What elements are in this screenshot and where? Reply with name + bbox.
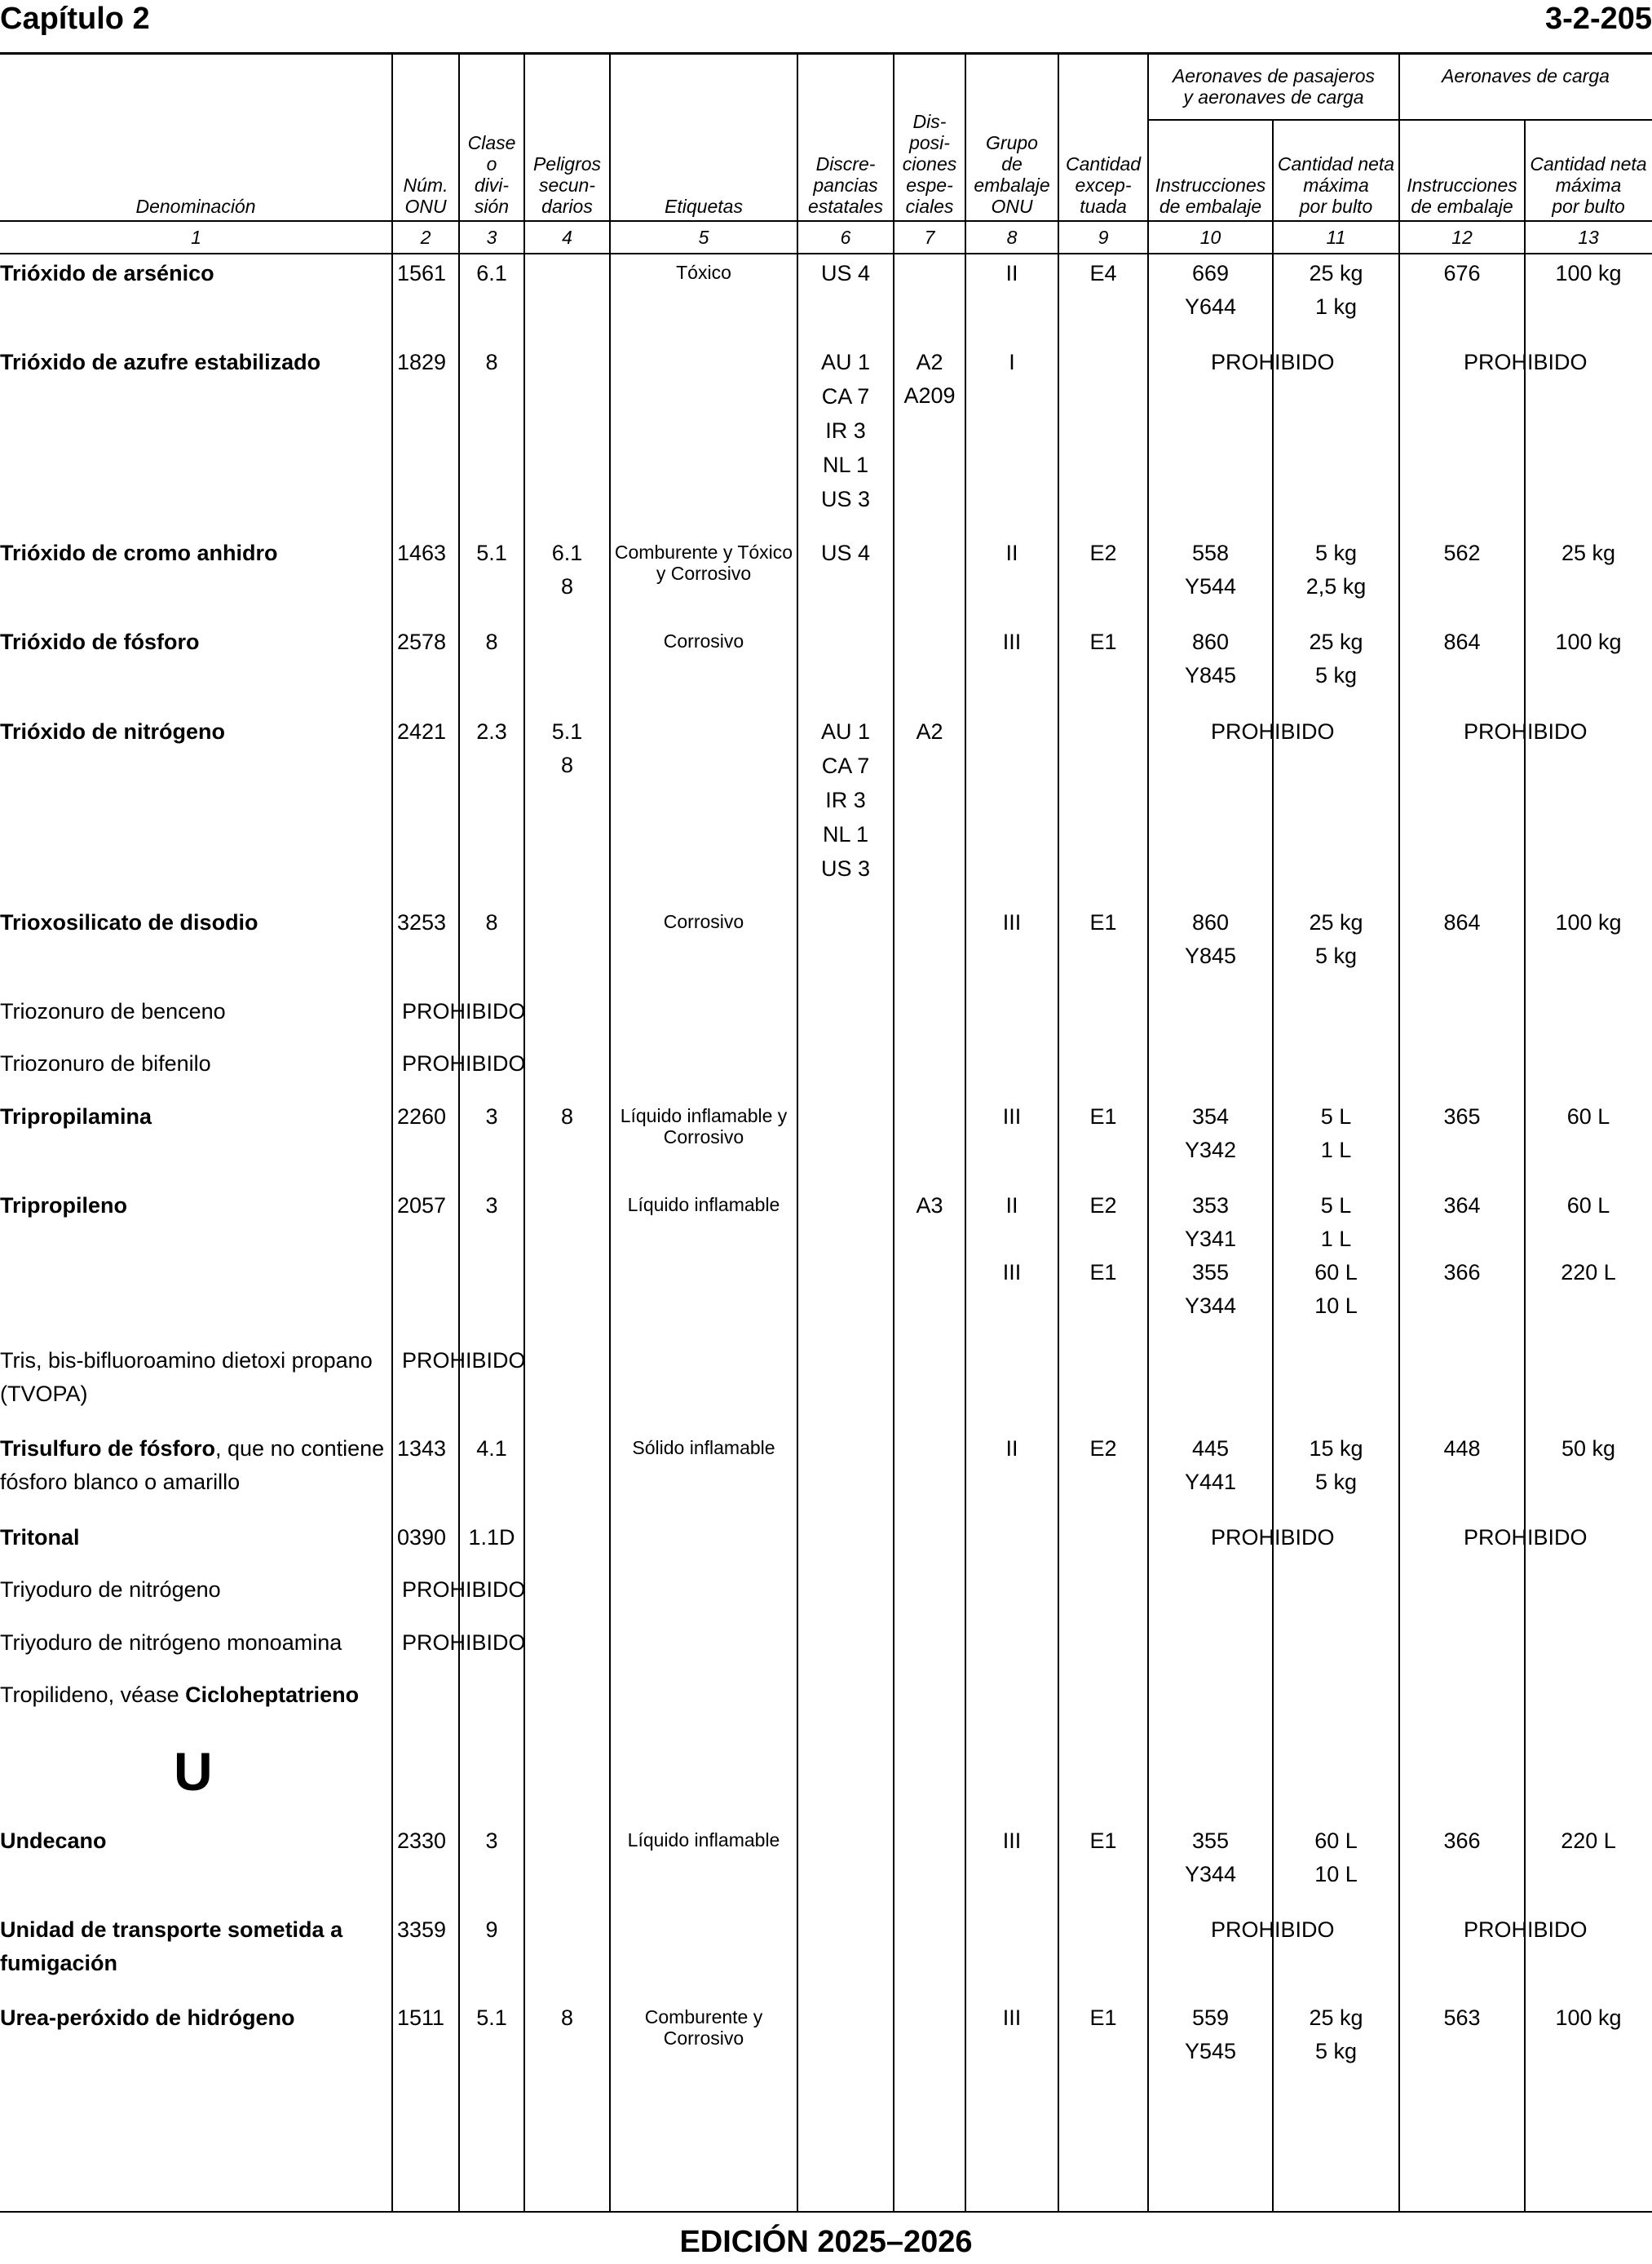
pax-max-quantity: 5 kg [1314,2039,1358,2063]
header-rule [0,220,1652,222]
pax-packing-instruction: Y441 [1184,1470,1237,1494]
row-denominacion: Triyoduro de nitrógeno [0,1577,221,1602]
row-denominacion: Undecano [0,1828,107,1853]
col-clase: Clase o divi- sión [467,132,516,217]
state-variation: US 4 [820,541,871,565]
column-number: 12 [1451,227,1473,248]
pax-max-quantity: 5 kg [1314,663,1358,688]
un-number: 0390 [397,1525,447,1550]
cargo-max-quantity: 50 kg [1561,1436,1616,1461]
col-instrucciones-pax: Instrucciones de embalaje [1155,175,1266,217]
packing-group: II [1005,261,1018,285]
cargo-max-quantity: 220 L [1561,1828,1616,1853]
pax-max-quantity: 5 kg [1314,944,1358,968]
column-number: 5 [698,227,709,248]
col-etiquetas: Etiquetas [665,196,743,217]
cargo-packing-instruction: 676 [1443,261,1481,285]
state-variation: NL 1 [822,822,869,847]
class-division: 5.1 [476,541,507,565]
state-variation: NL 1 [822,453,869,477]
pax-packing-instruction: 355 [1191,1828,1230,1853]
pax-packing-instruction: Y845 [1184,663,1237,688]
col-grupo: Grupo de embalaje ONU [974,132,1050,217]
column-number: 1 [191,227,201,248]
cargo-packing-instruction: 366 [1443,1260,1481,1285]
row-denominacion: Tris, bis-bifluoroamino dietoxi propano (TVOPA) [0,1348,373,1406]
cargo-packing-instruction: 448 [1443,1436,1481,1461]
un-number: 2057 [397,1193,447,1218]
class-division: 5.1 [476,2005,507,2030]
un-number: 1343 [397,1436,447,1461]
excepted-quantity: E1 [1089,2005,1117,2030]
row-denominacion: Triozonuro de benceno [0,999,226,1024]
cargo-max-quantity: 60 L [1566,1104,1610,1129]
state-variation: AU 1 [820,719,871,744]
cargo-max-quantity: 60 L [1566,1193,1610,1218]
col-denominacion: Denominación [135,196,256,217]
pax-max-quantity: 60 L [1314,1260,1358,1285]
label-text: Líquido inflamable y Corrosivo [620,1105,788,1147]
class-division: 3 [485,1193,498,1218]
col-disposiciones: Dis- posi- ciones espe- ciales [902,111,957,217]
cargo-packing-instruction: 864 [1443,630,1481,654]
subsidiary-hazard: 8 [560,1104,574,1129]
column-number: 11 [1326,227,1346,248]
pax-packing-instruction: 355 [1191,1260,1230,1285]
col-cantidad-exceptuada: Cantidad excep- tuada [1065,153,1142,217]
class-division: 3 [485,1828,498,1853]
pax-max-quantity: 25 kg [1309,630,1363,654]
pax-max-quantity: 1 L [1320,1138,1352,1162]
packing-group: III [1002,1828,1022,1853]
number-rule [0,253,1652,254]
row-denominacion: Tripropileno [0,1193,128,1218]
packing-group: III [1002,910,1022,935]
packing-group: III [1002,1104,1022,1129]
pax-max-quantity: 10 L [1314,1862,1358,1886]
row-denominacion: Triozonuro de bifenilo [0,1051,211,1076]
col-num-onu: Núm. ONU [403,175,448,217]
pax-packing-instruction: Y344 [1184,1862,1237,1886]
pax-packing-instruction: 445 [1191,1436,1230,1461]
cargo-max-quantity: 220 L [1561,1260,1616,1285]
column-divider [1524,121,1526,2211]
class-division: 1.1D [468,1525,515,1550]
class-division: 6.1 [476,261,507,285]
row-denominacion: Unidad de transporte sometida a fumigación [0,1917,343,1975]
class-division: 8 [485,350,498,374]
column-number: 3 [486,227,497,248]
pax-max-quantity: 15 kg [1309,1436,1363,1461]
pax-max-quantity: 25 kg [1309,261,1363,285]
subsidiary-hazard: 8 [560,574,574,599]
pax-packing-instruction: 860 [1191,910,1230,935]
excepted-quantity: E2 [1089,541,1117,565]
label-text: Líquido inflamable [627,1194,780,1215]
special-provision: A3 [916,1193,943,1218]
prohibido-pax: PROHIBIDO [1211,1525,1335,1550]
pax-packing-instruction: Y344 [1184,1293,1237,1318]
row-denominacion: Trióxido de fósforo [0,630,200,654]
prohibido-pax: PROHIBIDO [1211,350,1335,374]
cargo-packing-instruction: 563 [1443,2005,1481,2030]
packing-group: I [1009,350,1015,374]
un-number: 2421 [397,719,447,744]
pax-packing-instruction: Y845 [1184,944,1237,968]
cargo-packing-instruction: 364 [1443,1193,1481,1218]
prohibido-cargo: PROHIBIDO [1464,719,1588,744]
column-divider [391,55,393,2211]
packing-group: III [1002,2005,1022,2030]
prohibido-all: PROHIBIDO [402,1630,526,1655]
state-variation: CA 7 [821,384,870,409]
excepted-quantity: E2 [1089,1193,1117,1218]
class-division: 9 [485,1917,498,1942]
cargo-packing-instruction: 365 [1443,1104,1481,1129]
prohibido-pax: PROHIBIDO [1211,719,1335,744]
label-text: Corrosivo [663,630,744,652]
cargo-max-quantity: 25 kg [1561,541,1616,565]
un-number: 1561 [397,261,447,285]
special-provision: A2 [916,350,943,374]
un-number: 2578 [397,630,447,654]
pax-packing-instruction: Y545 [1184,2039,1237,2063]
state-variation: AU 1 [820,350,871,374]
row-denominacion: Trióxido de nitrógeno [0,719,225,744]
label-text: Sólido inflamable [632,1437,775,1458]
state-variation: CA 7 [821,754,870,778]
prohibido-all: PROHIBIDO [402,1348,526,1373]
top-rule [0,52,1652,55]
subsidiary-hazard: 5.1 [551,719,583,744]
un-number: 1829 [397,350,447,374]
state-variation: US 4 [820,261,871,285]
row-denominacion: Tropilideno, véase Cicloheptatrieno [0,1683,360,1707]
pax-packing-instruction: 353 [1191,1193,1230,1218]
cargo-packing-instruction: 366 [1443,1828,1481,1853]
row-denominacion: Trisulfuro de fósforo, que no contiene fósforo blanco o amarillo [0,1436,385,1494]
state-variation: US 3 [820,856,871,881]
pax-max-quantity: 1 kg [1314,294,1358,319]
column-number: 8 [1006,227,1018,248]
class-division: 8 [485,630,498,654]
excepted-quantity: E4 [1089,261,1117,285]
row-denominacion: Trióxido de azufre estabilizado [0,350,321,374]
cargo-packing-instruction: 864 [1443,910,1481,935]
subsidiary-hazard: 6.1 [551,541,583,565]
pax-max-quantity: 1 L [1320,1227,1352,1251]
pax-max-quantity: 25 kg [1309,2005,1363,2030]
prohibido-all: PROHIBIDO [402,1051,526,1076]
un-number: 1463 [397,541,447,565]
row-denominacion: Urea-peróxido de hidrógeno [0,2005,295,2030]
pax-max-quantity: 5 kg [1314,541,1358,565]
cargo-max-quantity: 100 kg [1555,2005,1622,2030]
state-variation: IR 3 [825,418,866,443]
packing-group: III [1002,630,1022,654]
pax-packing-instruction: Y342 [1184,1138,1237,1162]
cargo-max-quantity: 100 kg [1555,261,1622,285]
pax-max-quantity: 2,5 kg [1305,574,1367,599]
special-provision: A2 [916,719,943,744]
edition-footer: EDICIÓN 2025–2026 [679,2225,973,2259]
packing-group: II [1005,1193,1018,1218]
class-division: 8 [485,910,498,935]
subsidiary-hazard: 8 [560,753,574,777]
class-division: 4.1 [476,1436,507,1461]
prohibido-pax: PROHIBIDO [1211,1917,1335,1942]
pax-max-quantity: 5 L [1320,1104,1352,1129]
pax-packing-instruction: Y644 [1184,294,1237,319]
group-carga: Aeronaves de carga [1442,65,1610,86]
cargo-packing-instruction: 562 [1443,541,1481,565]
label-text: Líquido inflamable [627,1829,780,1851]
column-number: 10 [1199,227,1221,248]
section-letter: U [174,1741,213,1802]
class-division: 3 [485,1104,498,1129]
un-number: 2260 [397,1104,447,1129]
group-rule [1148,119,1652,121]
column-number: 9 [1098,227,1109,248]
row-denominacion: Trioxosilicato de disodio [0,910,258,935]
pax-max-quantity: 60 L [1314,1828,1358,1853]
excepted-quantity: E1 [1089,630,1117,654]
cargo-max-quantity: 100 kg [1555,910,1622,935]
bottom-rule [0,2211,1652,2213]
pax-max-quantity: 5 kg [1314,1470,1358,1494]
column-number: 2 [420,227,431,248]
pax-packing-instruction: 860 [1191,630,1230,654]
page-number: 3-2-205 [1545,2,1652,36]
prohibido-all: PROHIBIDO [402,999,526,1024]
prohibido-all: PROHIBIDO [402,1577,526,1602]
column-number: 13 [1578,227,1599,248]
column-number: 7 [924,227,935,248]
class-division: 2.3 [476,719,507,744]
pax-packing-instruction: 669 [1191,261,1230,285]
chapter-title: Capítulo 2 [0,2,150,36]
pax-packing-instruction: Y544 [1184,574,1237,599]
state-variation: US 3 [820,487,871,511]
un-number: 3359 [397,1917,447,1942]
excepted-quantity: E1 [1089,1104,1117,1129]
excepted-quantity: E2 [1089,1436,1117,1461]
excepted-quantity: E1 [1089,910,1117,935]
col-cantidad-pax: Cantidad neta máxima por bulto [1277,153,1395,217]
pax-max-quantity: 5 L [1320,1193,1352,1218]
row-denominacion: Triyoduro de nitrógeno monoamina [0,1630,342,1655]
pax-packing-instruction: Y341 [1184,1227,1237,1251]
label-text: Corrosivo [663,911,744,932]
packing-group: II [1005,1436,1018,1461]
prohibido-cargo: PROHIBIDO [1464,1917,1588,1942]
state-variation: IR 3 [825,788,866,812]
label-text: Comburente y Tóxico y Corrosivo [614,542,793,584]
col-cantidad-carga: Cantidad neta máxima por bulto [1530,153,1647,217]
un-number: 1511 [397,2005,445,2030]
col-instrucciones-carga: Instrucciones de embalaje [1407,175,1517,217]
packing-group: III [1002,1260,1022,1285]
prohibido-cargo: PROHIBIDO [1464,1525,1588,1550]
row-denominacion: Trióxido de arsénico [0,261,214,285]
pax-max-quantity: 10 L [1314,1293,1358,1318]
column-number: 6 [840,227,851,248]
subsidiary-hazard: 8 [560,2005,574,2030]
label-text: Comburente y Corrosivo [644,2006,763,2049]
excepted-quantity: E1 [1089,1260,1117,1285]
un-number: 2330 [397,1828,447,1853]
row-denominacion: Trióxido de cromo anhidro [0,541,278,565]
pax-packing-instruction: 354 [1191,1104,1230,1129]
cargo-max-quantity: 100 kg [1555,630,1622,654]
group-pasajeros: Aeronaves de pasajeros y aeronaves de carga [1172,65,1376,108]
column-number: 4 [562,227,572,248]
packing-group: II [1005,541,1018,565]
excepted-quantity: E1 [1089,1828,1117,1853]
label-text: Tóxico [676,262,731,283]
col-peligros: Peligros secun- darios [532,153,602,217]
pax-max-quantity: 25 kg [1309,910,1363,935]
col-discrepancias: Discre- pancias estatales [807,153,884,217]
pax-packing-instruction: 558 [1191,541,1230,565]
row-denominacion: Tripropilamina [0,1104,152,1129]
prohibido-cargo: PROHIBIDO [1464,350,1588,374]
row-denominacion: Tritonal [0,1525,80,1550]
un-number: 3253 [397,910,447,935]
special-provision: A209 [903,383,956,408]
pax-packing-instruction: 559 [1191,2005,1230,2030]
